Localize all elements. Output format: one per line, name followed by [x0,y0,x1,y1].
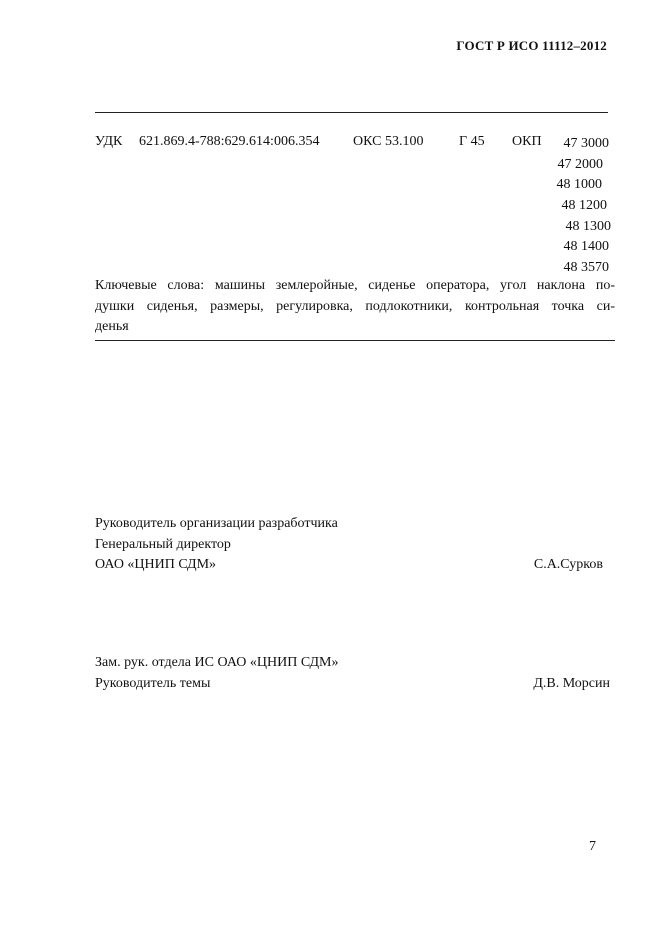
keywords-paragraph [95,276,615,338]
developer-organization-line [95,555,610,576]
developer-signature-block [95,514,610,576]
okp-code: 47 2000 [557,156,603,172]
top-rule [95,112,608,113]
udk-value: 621.869.4-788:629.614:006.354 [139,134,320,149]
developer-name: С.А.Сурков [533,557,603,572]
standard-code-header: ГОСТ Р ИСО 11112–2012 [456,38,607,53]
topic-lead-name: Д.В. Морсин [533,675,610,691]
okp-code-list [491,134,611,279]
developer-organization: ОАО «ЦНИП СДМ» [95,557,217,572]
oks-code: ОКС 53.100 [353,134,424,149]
g-code: Г 45 [459,134,485,149]
okp-code: 48 1300 [565,218,611,234]
okp-code: 48 1000 [556,177,602,193]
topic-lead-signature-block [95,653,610,694]
topic-lead-role-line [95,674,610,695]
developer-title: Руководитель организации разработчика [95,516,338,531]
bottom-rule [95,340,615,341]
okp-label: ОКП [512,134,542,149]
okp-code: 47 3000 [563,136,609,151]
okp-code: 48 1400 [563,239,609,255]
page-number: 7 [589,839,596,854]
topic-lead-department: Зам. рук. отдела ИС ОАО «ЦНИП СДМ» [95,655,339,670]
developer-position: Генеральный директор [95,536,231,552]
keywords-line: денья [95,319,129,334]
keywords-line: Ключевые слова: машины землеройные, сиденье оператора, угол наклона по- [95,278,615,293]
keywords-line: душки сиденья, размеры, регулировка, подлокотники, контрольная точка си- [95,298,615,314]
topic-lead-role: Руководитель темы [95,675,211,691]
okp-code: 48 3570 [563,260,609,276]
udk-label: УДК [95,134,123,149]
okp-code: 48 1200 [561,198,607,214]
